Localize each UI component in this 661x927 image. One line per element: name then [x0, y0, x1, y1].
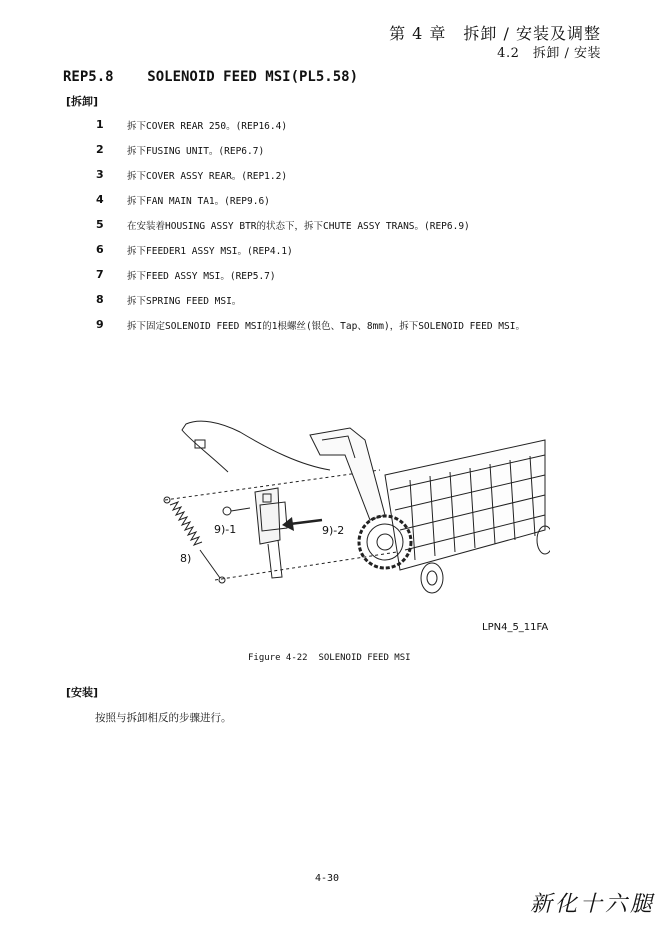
step-text: 拆下固定SOLENOID FEED MSI的1根螺丝(银色、Tap、8mm)，拆下SOLENOID FEED MSI。 — [127, 321, 525, 332]
step-number: 3 — [96, 168, 104, 181]
step-number: 2 — [96, 143, 104, 156]
procedure-title: REP5.8 SOLENOID FEED MSI(PL5.58) — [63, 69, 359, 85]
install-heading: [安装] — [66, 686, 99, 699]
step-number: 7 — [96, 268, 104, 281]
section-header: 4.2 拆卸 / 安装 — [497, 46, 601, 61]
solenoid-icon — [255, 488, 287, 578]
install-instructions: 按照与拆卸相反的步骤进行。 — [95, 712, 232, 724]
figure-label: LPN4_5_11FA — [482, 622, 549, 633]
page-number: 4-30 — [315, 873, 340, 884]
step-text: 拆下FEEDER1 ASSY MSI。(REP4.1) — [127, 246, 293, 257]
step-number: 8 — [96, 293, 104, 306]
callout-9-2: 9)-2 — [322, 524, 345, 537]
callout-9-1: 9)-1 — [214, 523, 237, 536]
callout-8: 8) — [180, 552, 192, 565]
watermark: 新化十六腿 — [530, 892, 656, 917]
step-number: 5 — [96, 218, 104, 231]
removal-arrow-icon — [290, 520, 322, 524]
step-number: 4 — [96, 193, 104, 206]
step-number: 6 — [96, 243, 104, 256]
removal-heading: [拆卸] — [66, 95, 99, 108]
spring-icon — [164, 497, 225, 583]
solenoid-diagram — [150, 410, 550, 605]
step-number: 1 — [96, 118, 104, 131]
step-text: 在安装着HOUSING ASSY BTR的状态下，拆下CHUTE ASSY TRANS。(REP6.9) — [127, 221, 470, 232]
chapter-header: 第 4 章 拆卸 / 安装及调整 — [389, 24, 601, 43]
screw-icon — [223, 507, 250, 515]
step-text: 拆下SPRING FEED MSI。 — [127, 296, 242, 307]
step-text: 拆下COVER ASSY REAR。(REP1.2) — [127, 171, 288, 182]
step-text: 拆下FUSING UNIT。(REP6.7) — [127, 146, 265, 157]
step-text: 拆下FAN MAIN TA1。(REP9.6) — [127, 196, 270, 207]
step-text: 拆下COVER REAR 250。(REP16.4) — [127, 121, 288, 132]
figure-caption: Figure 4-22 SOLENOID FEED MSI — [248, 653, 411, 663]
step-text: 拆下FEED ASSY MSI。(REP5.7) — [127, 271, 276, 282]
step-number: 9 — [96, 318, 104, 331]
